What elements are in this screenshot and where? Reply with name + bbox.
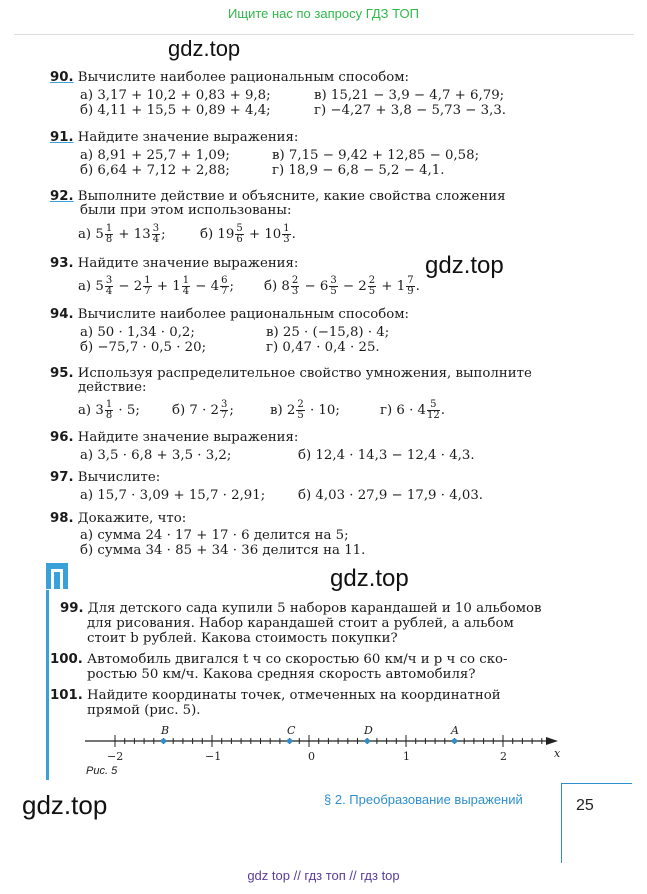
problem-text: Для детского сада купили 5 наборов карандашей и 10 альбомов	[87, 601, 542, 616]
item-g: г) 18,9 − 6,8 − 5,2 − 4,1.	[272, 163, 445, 178]
problem-text: Докажите, что:	[77, 511, 187, 526]
tick-label: 1	[403, 750, 410, 763]
problem-text: были при этом использованы:	[80, 203, 292, 218]
problem-number: 95.	[50, 366, 74, 381]
item-b: б) 4,11 + 15,5 + 0,89 + 4,4;	[80, 103, 271, 118]
problem-text: ростью 50 км/ч. Какова средняя скорость автомобиля?	[87, 667, 476, 682]
watermark: gdz.top	[425, 252, 504, 279]
item-a: а) 3 $\frac{1}{8}$ · 5;	[78, 399, 140, 421]
problem-text: Найдите значение выражения:	[77, 256, 299, 271]
problem-97	[50, 470, 160, 485]
problem-94	[50, 307, 409, 322]
watermark: gdz.top	[168, 36, 241, 61]
figure-caption: Рис. 5	[86, 765, 118, 777]
point-label: D	[364, 724, 373, 737]
problem-96	[50, 430, 298, 445]
problem-text: Вычислите:	[77, 470, 161, 485]
problem-number: 97.	[50, 470, 74, 485]
item-a: а) 5 $\frac{1}{8}$ + 13 $\frac{3}{4}$ ;	[78, 223, 166, 245]
footer-link[interactable]: gdz top // гдз топ // гдз top	[247, 868, 400, 883]
problem-text: Автомобиль двигался t ч со скоростью 60 км/ч и p ч со ско-	[87, 652, 508, 667]
problem-number: 98.	[50, 511, 74, 526]
item-g: г) −4,27 + 3,8 − 5,73 − 3,3.	[314, 103, 507, 118]
problem-text: Используя распределительное свойство умножения, выполните	[77, 366, 532, 381]
problem-95	[50, 366, 532, 381]
problem-number: 96.	[50, 430, 74, 445]
problem-number: 94.	[50, 307, 74, 322]
item-a: а) 50 · 1,34 · 0,2;	[80, 325, 195, 340]
section-marker-icon	[46, 563, 68, 589]
point-label: C	[287, 724, 296, 737]
item-a: а) 15,7 · 3,09 + 15,7 · 2,91;	[80, 488, 266, 503]
item-b: б) −75,7 · 0,5 · 20;	[80, 340, 207, 355]
item-a: а) 5 $\frac{3}{4}$ − 2 $\frac{1}{7}$ + 1 $\frac{1}{4}$ − 4 $\frac{6}{7}$ ;	[78, 275, 234, 297]
tick-label: 0	[308, 750, 315, 763]
point-marker	[161, 738, 166, 743]
item-b: б) 6,64 + 7,12 + 2,88;	[80, 163, 230, 178]
point-label: B	[161, 724, 170, 737]
divider	[562, 783, 632, 784]
item-b: б) 19 $\frac{5}{6}$ + 10 $\frac{1}{3}$ .	[200, 223, 296, 245]
problem-number: 99.	[60, 601, 84, 616]
problem-91	[50, 130, 298, 145]
page-number: 25	[576, 797, 594, 814]
number-line	[80, 722, 570, 766]
problem-number: 100.	[50, 652, 83, 667]
item-a: а) сумма 24 · 17 + 17 · 6 делится на 5;	[80, 528, 349, 543]
item-g: г) 6 · 4 $\frac{5}{12}$ .	[380, 399, 445, 421]
top-banner[interactable]: Ищите нас по запросу ГДЗ ТОП	[228, 6, 419, 21]
point-marker	[287, 738, 292, 743]
problem-text: Вычислите наиболее рациональным способом:	[77, 70, 410, 85]
problem-99	[60, 601, 542, 616]
problem-93	[50, 256, 298, 271]
item-v: в) 15,21 − 3,9 − 4,7 + 6,79;	[314, 88, 505, 103]
problem-text: Найдите значение выражения:	[77, 130, 299, 145]
item-b: б) 7 · 2 $\frac{3}{7}$ ;	[172, 399, 234, 421]
problem-text: стоит b рублей. Какова стоимость покупки?	[87, 631, 398, 646]
axis-label: x	[554, 747, 561, 760]
problem-number: 92.	[50, 189, 74, 204]
item-b: б) сумма 34 · 85 + 34 · 36 делится на 11.	[80, 543, 366, 558]
problem-92	[50, 189, 505, 204]
watermark: gdz.top	[330, 565, 409, 592]
tick-label: −2	[107, 750, 124, 763]
item-b: б) 4,03 · 27,9 − 17,9 · 4,03.	[298, 488, 484, 503]
problem-number: 93.	[50, 256, 74, 271]
problem-100	[50, 652, 508, 667]
problem-text: действие:	[78, 380, 147, 395]
section-bar	[46, 590, 49, 780]
item-a: а) 8,91 + 25,7 + 1,09;	[80, 148, 230, 163]
problem-98	[50, 511, 186, 526]
point-label: A	[451, 724, 459, 737]
point-marker	[365, 738, 370, 743]
divider	[14, 34, 634, 35]
tick-label: −1	[205, 750, 222, 763]
item-b: б) 12,4 · 14,3 − 12,4 · 4,3.	[298, 448, 475, 463]
problem-number: 90.	[50, 70, 74, 85]
item-a: а) 3,17 + 10,2 + 0,83 + 9,8;	[80, 88, 271, 103]
watermark: gdz.top	[22, 790, 108, 820]
problem-number: 91.	[50, 130, 74, 145]
item-a: а) 3,5 · 6,8 + 3,5 · 3,2;	[80, 448, 232, 463]
item-g: г) 0,47 · 0,4 · 25.	[266, 340, 380, 355]
problem-text: для рисования. Набор карандашей стоит a рублей, а альбом	[87, 616, 514, 631]
problem-text: Вычислите наиболее рациональным способом:	[77, 307, 410, 322]
problem-text: Найдите координаты точек, отмеченных на координатной	[87, 688, 501, 703]
tick-label: 2	[500, 750, 507, 763]
divider	[561, 783, 562, 863]
point-marker	[452, 738, 457, 743]
problem-90	[50, 70, 409, 85]
problem-text: прямой (рис. 5).	[87, 703, 201, 718]
problem-101	[50, 688, 501, 703]
problem-text: Выполните действие и объясните, какие свойства сложения	[77, 189, 506, 204]
section-title: § 2. Преобразование выражений	[324, 792, 523, 807]
item-v: в) 7,15 − 9,42 + 12,85 − 0,58;	[272, 148, 480, 163]
problem-number: 101.	[50, 688, 83, 703]
item-b: б) 8 $\frac{2}{3}$ − 6 $\frac{3}{5}$ − 2 $\frac{2}{5}$ + 1 $\frac{7}{9}$ .	[264, 275, 420, 297]
item-v: в) 25 · (−15,8) · 4;	[266, 325, 390, 340]
problem-text: Найдите значение выражения:	[77, 430, 299, 445]
item-v: в) 2 $\frac{2}{5}$ · 10;	[270, 399, 340, 421]
